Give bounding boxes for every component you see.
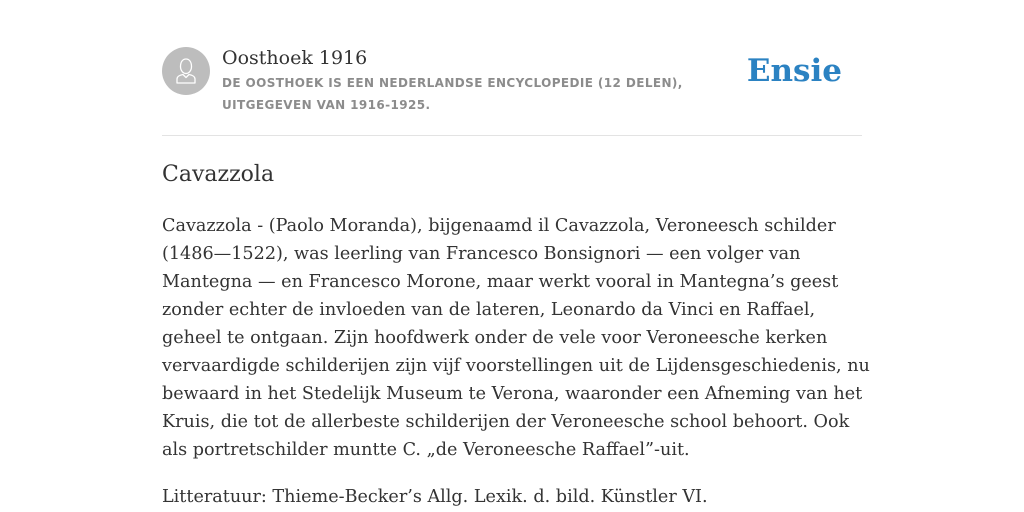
source-description: DE OOSTHOEK IS EEN NEDERLANDSE ENCYCLOPEDIE (12 DELEN), UITGEGEVEN VAN 1916-1925. bbox=[222, 76, 683, 112]
user-icon bbox=[162, 47, 210, 95]
source-name[interactable]: Oosthoek 1916 bbox=[222, 47, 368, 69]
avatar[interactable] bbox=[162, 47, 210, 95]
article-literature: Litteratuur: Thieme-Becker’s Allg. Lexik. d. bild. Künstler VI. bbox=[162, 487, 708, 507]
article-body bbox=[162, 212, 872, 512]
source-header bbox=[162, 45, 862, 136]
article-title: Cavazzola bbox=[162, 162, 275, 187]
article-paragraph: Cavazzola - (Paolo Moranda), bijgenaamd il Cavazzola, Veroneesch schilder (1486—1522), was leerling van Francesco Bonsignori — een volger van Mantegna — en Francesco Morone, maar werkt vooral in Mantegna’s geest zonder echter de invloeden van de lateren, Leonardo da Vinci en Raffael, geheel te ontgaan. Zijn hoofdwerk onder de vele voor Veroneesche kerken vervaardigde schilderijen zijn vijf voorstellingen uit de Lijdensgeschiedenis, nu bewaard in het Stedelijk Museum te Verona, waaronder een Afneming van het Kruis, die tot de allerbeste schilderijen der Veroneesche school behoort. Ook als portretschilder muntte C. „de Veroneesche Raffael”-uit. bbox=[162, 216, 870, 460]
brand-logo[interactable]: Ensie bbox=[746, 53, 842, 89]
